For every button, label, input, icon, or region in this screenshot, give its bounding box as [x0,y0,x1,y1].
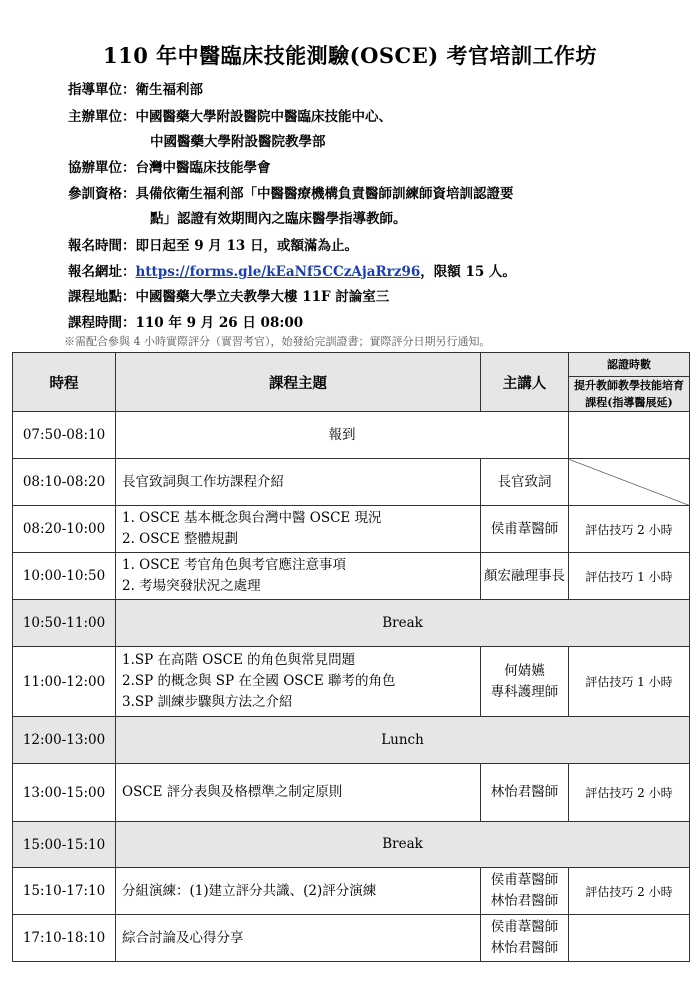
row-topic: Break [116,600,690,647]
row-speaker: 長官致詞 [481,459,569,506]
row-time: 07:50-08:10 [13,412,116,459]
table-row [13,868,690,915]
row-speaker: 顏宏融理事長 [481,553,569,600]
organizer-line-2: 中國醫藥大學附設醫院教學部 [150,134,326,150]
topic-line: 1.SP 在高階 OSCE 的角色與常見問題 [122,652,356,668]
speaker-line: 專科護理師 [490,683,559,700]
row-topic: 綜合討論及心得分享 [116,915,481,962]
co-organizer: 協辦單位：台灣中醫臨床技能學會 [68,160,271,176]
row-speaker: 林怡君醫師 [481,764,569,822]
topic-line: 2. 考場突發狀況之處理 [122,578,261,594]
row-topic [116,553,481,600]
row-hours-na [569,459,690,506]
speaker-line: 侯甫葦醫師 [490,919,559,935]
row-hours-empty [569,412,690,459]
qualification-line-2: 點」認證有效期間內之臨床醫學指導教師。 [150,211,407,227]
row-speaker [481,915,569,962]
row-hours-empty [569,915,690,962]
course-location: 課程地點：中國醫藥大學立夫教學大樓 11F 討論室三 [68,289,390,305]
qualification-line-1: 參訓資格：具備依衛生福利部「中醫醫療機構負責醫師訓練師資培訓認證要 [68,186,514,202]
row-time: 08:20-10:00 [13,506,116,553]
row-speaker [481,868,569,915]
guidance-unit: 指導單位：衛生福利部 [68,82,203,98]
header-topic: 課程主題 [116,353,481,412]
header-credit: 認證時數 [569,353,690,377]
table-row-break [13,600,690,647]
header-time: 時程 [13,353,116,412]
row-topic: 長官致詞與工作坊課程介紹 [116,459,481,506]
table-row-break [13,822,690,868]
course-time: 課程時間：110 年 9 月 26 日 08:00 [68,315,304,331]
speaker-line: 林怡君醫師 [490,893,559,909]
schedule-table [12,352,690,962]
table-row [13,459,690,506]
topic-line: 3.SP 訓練步驟與方法之介紹 [122,694,293,710]
table-header-row [13,353,690,377]
table-row [13,412,690,459]
row-hours: 評估技巧 2 小時 [569,506,690,553]
row-speaker [481,647,569,717]
row-time: 10:50-11:00 [13,600,116,647]
speaker-line: 侯甫葦醫師 [490,872,559,888]
row-hours: 評估技巧 1 小時 [569,553,690,600]
header-speaker: 主講人 [481,353,569,412]
row-time: 08:10-08:20 [13,459,116,506]
row-time: 15:10-17:10 [13,868,116,915]
row-time: 17:10-18:10 [13,915,116,962]
registration-url-line [68,260,516,280]
table-row-lunch [13,717,690,764]
row-topic: 報到 [116,412,569,459]
row-time: 15:00-15:10 [13,822,116,868]
topic-line: 1. OSCE 基本概念與台灣中醫 OSCE 現況 [122,510,382,526]
row-topic: 分組演練：(1)建立評分共識、(2)評分演練 [116,868,481,915]
row-time: 12:00-13:00 [13,717,116,764]
speaker-line: 林怡君醫師 [490,940,559,956]
table-row [13,764,690,822]
page-title: 110 年中醫臨床技能測驗(OSCE) 考官培訓工作坊 [102,43,597,68]
registration-limit: ，限額 15 人。 [420,264,516,280]
row-topic [116,647,481,717]
row-hours: 評估技巧 2 小時 [569,764,690,822]
topic-line: 2. OSCE 整體規劃 [122,531,238,547]
row-topic: OSCE 評分表與及格標準之制定原則 [116,764,481,822]
organizer-line-1: 主辦單位：中國醫藥大學附設醫院中醫臨床技能中心、 [68,109,392,125]
registration-url-label: 報名網址： [68,264,136,280]
topic-line: 2.SP 的概念與 SP 在全國 OSCE 聯考的角色 [122,673,396,689]
registration-time: 報名時間：即日起至 9 月 13 日，或額滿為止。 [68,238,358,254]
row-hours: 評估技巧 1 小時 [569,647,690,717]
row-time: 13:00-15:00 [13,764,116,822]
header-credit-sub: 提升教師教學技能培育課程(指導醫展延) [569,377,690,412]
table-row [13,553,690,600]
row-topic: Lunch [116,717,690,764]
table-row [13,506,690,553]
table-row [13,647,690,717]
table-row [13,915,690,962]
row-speaker: 侯甫葦醫師 [481,506,569,553]
row-hours: 評估技巧 2 小時 [569,868,690,915]
certificate-note: ※需配合參與 4 小時實際評分（實習考官），始發給完訓證書；實際評分日期另行通知。 [64,335,491,348]
row-topic [116,506,481,553]
speaker-line: 何婧嬿 [504,662,545,679]
row-time: 10:00-10:50 [13,553,116,600]
row-topic: Break [116,822,690,868]
topic-line: 1. OSCE 考官角色與考官應注意事項 [122,557,346,573]
row-time: 11:00-12:00 [13,647,116,717]
registration-url-link[interactable]: https://forms.gle/kEaNf5CCzAjaRrz96 [135,264,421,280]
